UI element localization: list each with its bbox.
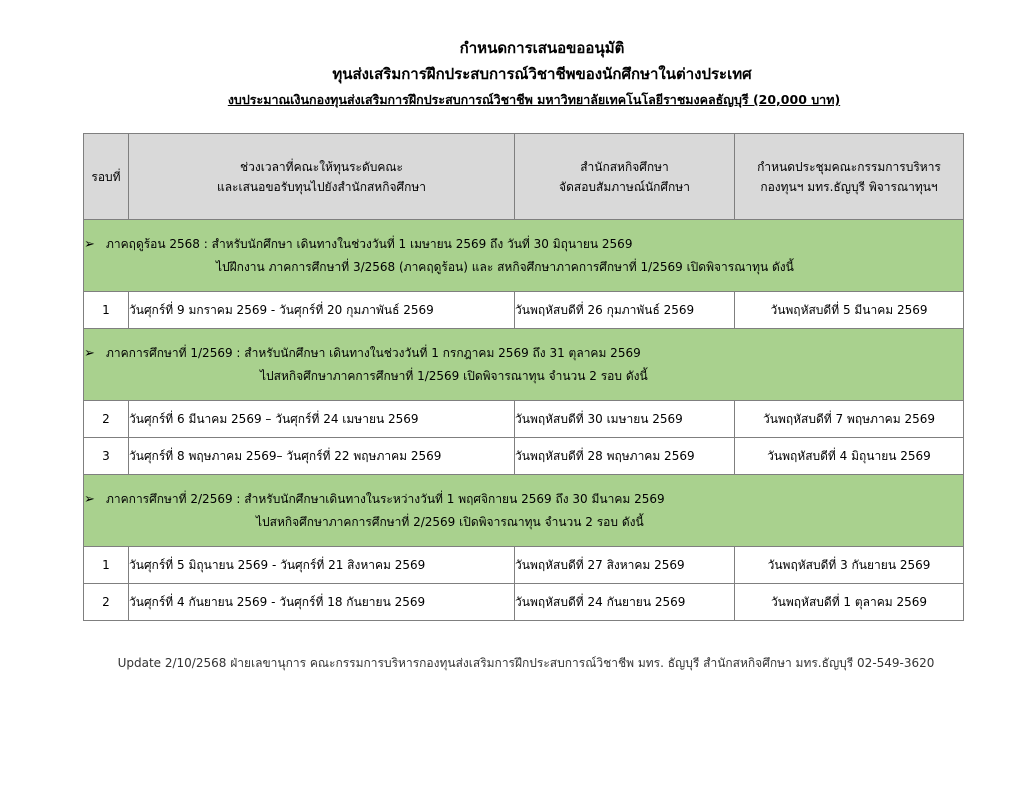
period-cell: วันศุกร์ที่ 4 กันยายน 2569 - วันศุกร์ที่ 18 กันยายน 2569 xyxy=(129,584,515,621)
bullet-arrow-icon: ➢ xyxy=(84,237,95,252)
meeting-date-cell: วันพฤหัสบดีที่ 3 กันยายน 2569 xyxy=(735,547,964,584)
table-header-row xyxy=(84,134,964,220)
interview-date-cell: วันพฤหัสบดีที่ 30 เมษายน 2569 xyxy=(515,401,735,438)
semester-row xyxy=(84,329,964,401)
semester-heading xyxy=(84,220,964,292)
meeting-date-cell: วันพฤหัสบดีที่ 5 มีนาคม 2569 xyxy=(735,292,964,329)
semester-heading xyxy=(84,475,964,547)
semester-note: ไปสหกิจศึกษาภาคการศึกษาที่ 1/2569 เปิดพิจารณาทุน จำนวน 2 รอบ ดังนี้ xyxy=(260,369,648,383)
interview-date-cell: วันพฤหัสบดีที่ 28 พฤษภาคม 2569 xyxy=(515,438,735,475)
document-subtitle: ทุนส่งเสริมการฝึกประสบการณ์วิชาชีพของนักศึกษาในต่างประเทศ xyxy=(332,65,752,83)
col-header-meeting: กำหนดประชุมคณะกรรมการบริหาร กองทุนฯ มทร.ธัญบุรี พิจารณาทุนฯ xyxy=(735,134,964,220)
table-row xyxy=(84,292,964,329)
meeting-date-cell: วันพฤหัสบดีที่ 1 ตุลาคม 2569 xyxy=(735,584,964,621)
semester-row xyxy=(84,475,964,547)
round-cell: 3 xyxy=(84,438,129,475)
bullet-arrow-icon: ➢ xyxy=(84,492,95,507)
schedule-body xyxy=(84,220,964,621)
round-cell: 1 xyxy=(84,547,129,584)
round-cell: 1 xyxy=(84,292,129,329)
meeting-date-cell: วันพฤหัสบดีที่ 4 มิถุนายน 2569 xyxy=(735,438,964,475)
semester-heading xyxy=(84,329,964,401)
period-cell: วันศุกร์ที่ 8 พฤษภาคม 2569– วันศุกร์ที่ 22 พฤษภาคม 2569 xyxy=(129,438,515,475)
interview-date-cell: วันพฤหัสบดีที่ 27 สิงหาคม 2569 xyxy=(515,547,735,584)
meeting-date-cell: วันพฤหัสบดีที่ 7 พฤษภาคม 2569 xyxy=(735,401,964,438)
col-header-period: ช่วงเวลาที่คณะให้ทุนระดับคณะ และเสนอขอรับทุนไปยังสำนักสหกิจศึกษา xyxy=(129,134,515,220)
interview-date-cell: วันพฤหัสบดีที่ 26 กุมภาพันธ์ 2569 xyxy=(515,292,735,329)
footer-note: Update 2/10/2568 ฝ่ายเลขานุการ คณะกรรมการบริหารกองทุนส่งเสริมการฝึกประสบการณ์วิชาชีพ มทร. ธัญบุรี สำนักสหกิจศึกษา มทร.ธัญบุรี 02-549-3620 xyxy=(117,656,935,670)
schedule-table xyxy=(83,133,964,621)
table-row xyxy=(84,401,964,438)
col-header-interview: สำนักสหกิจศึกษา จัดสอบสัมภาษณ์นักศึกษา xyxy=(515,134,735,220)
interview-date-cell: วันพฤหัสบดีที่ 24 กันยายน 2569 xyxy=(515,584,735,621)
semester-note: ไปฝึกงาน ภาคการศึกษาที่ 3/2568 (ภาคฤดูร้อน) และ สหกิจศึกษาภาคการศึกษาที่ 1/2569 เปิดพิจารณาทุน ดังนี้ xyxy=(216,260,794,274)
table-row xyxy=(84,584,964,621)
semester-note: ไปสหกิจศึกษาภาคการศึกษาที่ 2/2569 เปิดพิจารณาทุน จำนวน 2 รอบ ดังนี้ xyxy=(256,515,644,529)
semester-description: ภาคฤดูร้อน 2568 : สำหรับนักศึกษา เดินทางในช่วงวันที่ 1 เมษายน 2569 ถึง วันที่ 30 มิถุนายน 2569 xyxy=(106,237,633,251)
table-row xyxy=(84,438,964,475)
semester-description: ภาคการศึกษาที่ 1/2569 : สำหรับนักศึกษา เดินทางในช่วงวันที่ 1 กรกฎาคม 2569 ถึง 31 ตุลาคม 2569 xyxy=(106,346,641,360)
document-title: กำหนดการเสนอขออนุมัติ xyxy=(459,39,625,57)
period-cell: วันศุกร์ที่ 5 มิถุนายน 2569 - วันศุกร์ที่ 21 สิงหาคม 2569 xyxy=(129,547,515,584)
budget-line: งบประมาณเงินกองทุนส่งเสริมการฝึกประสบการณ์วิชาชีพ มหาวิทยาลัยเทคโนโลยีราชมงคลธัญบุรี (20,000 บาท) xyxy=(227,92,841,107)
bullet-arrow-icon: ➢ xyxy=(84,346,95,361)
round-cell: 2 xyxy=(84,584,129,621)
round-cell: 2 xyxy=(84,401,129,438)
period-cell: วันศุกร์ที่ 6 มีนาคม 2569 – วันศุกร์ที่ 24 เมษายน 2569 xyxy=(129,401,515,438)
semester-description: ภาคการศึกษาที่ 2/2569 : สำหรับนักศึกษาเดินทางในระหว่างวันที่ 1 พฤศจิกายน 2569 ถึง 30 มีนาคม 2569 xyxy=(106,492,665,506)
period-cell: วันศุกร์ที่ 9 มกราคม 2569 - วันศุกร์ที่ 20 กุมภาพันธ์ 2569 xyxy=(129,292,515,329)
col-header-round: รอบที่ xyxy=(84,134,129,220)
semester-row xyxy=(84,220,964,292)
table-row xyxy=(84,547,964,584)
